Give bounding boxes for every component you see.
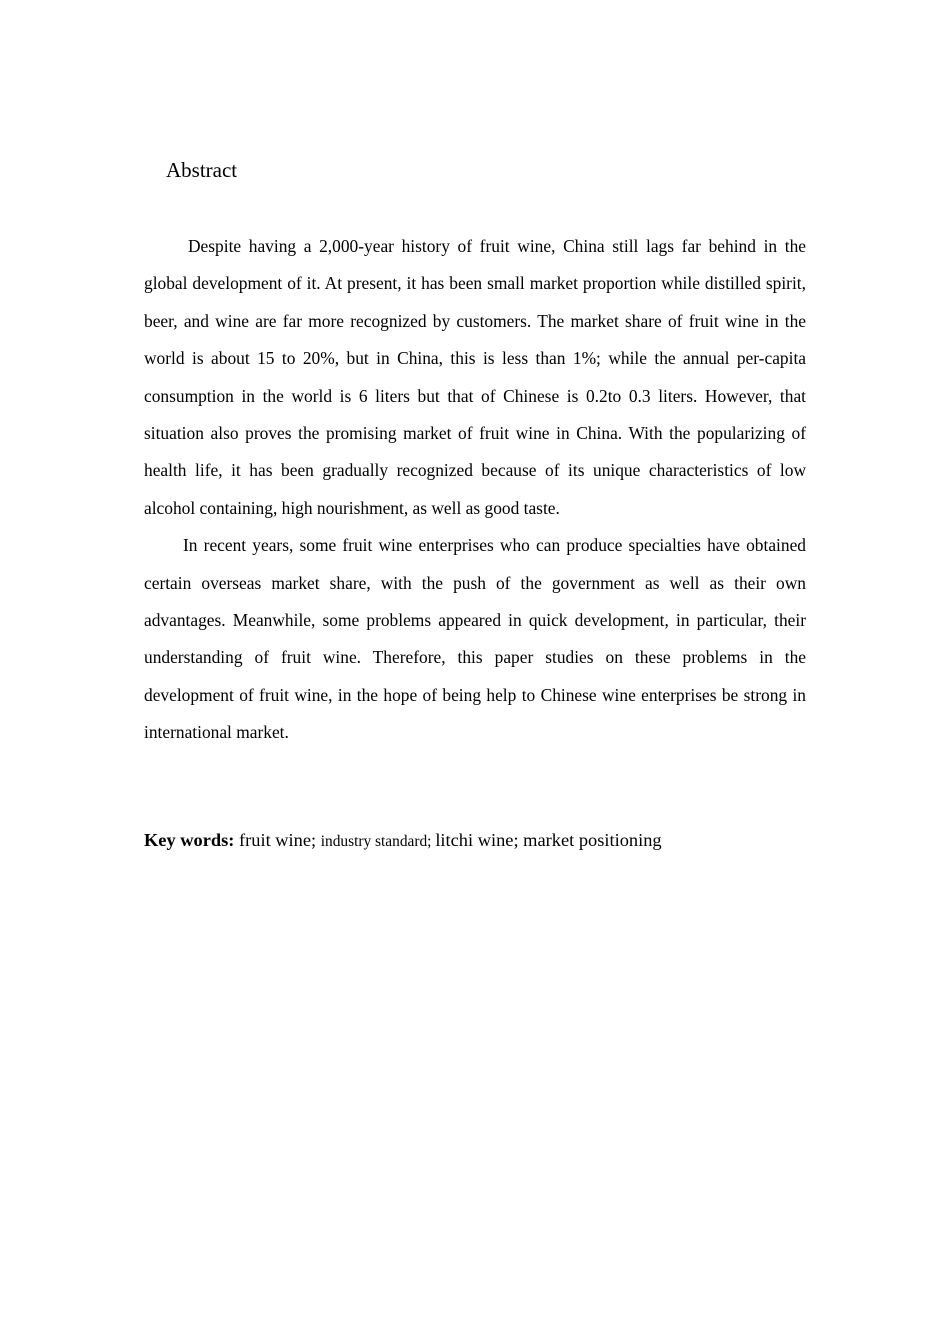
keyword-fruit-wine: fruit wine; xyxy=(234,830,321,850)
abstract-heading: Abstract xyxy=(166,158,238,182)
abstract-paragraph-1: Despite having a 2,000-year history of fruit wine, China still lags far behind in the global development of it. At present, it has been small market proportion while distilled spirit, beer, and wine are far more recognized by customers. The market share of fruit wine in the world is about 15 to 20%, but in China, this is less than 1%; while the annual per-capita consumption in the world is 6 liters but that of Chinese is 0.2to 0.3 liters. However, that situation also proves the promising market of fruit wine in China. With the popularizing of health life, it has been gradually recognized because of its unique characteristics of low alcohol containing, high nourishment, as well as good taste. xyxy=(144,236,806,518)
keyword-rest: litchi wine; market positioning xyxy=(435,830,662,850)
keywords-line xyxy=(144,826,806,856)
abstract-body xyxy=(144,228,806,752)
keyword-industry-standard: industry standard; xyxy=(320,833,436,850)
abstract-paragraph-2: In recent years, some fruit wine enterprises who can produce specialties have obtained certain overseas market share, with the push of the government as well as their own advantages. Meanwhile, some problems appeared in quick development, in particular, their understanding of fruit wine. Therefore, this paper studies on these problems in the development of fruit wine, in the hope of being help to Chinese wine enterprises be strong in international market. xyxy=(144,535,806,743)
keywords-label: Key words: xyxy=(144,830,235,850)
